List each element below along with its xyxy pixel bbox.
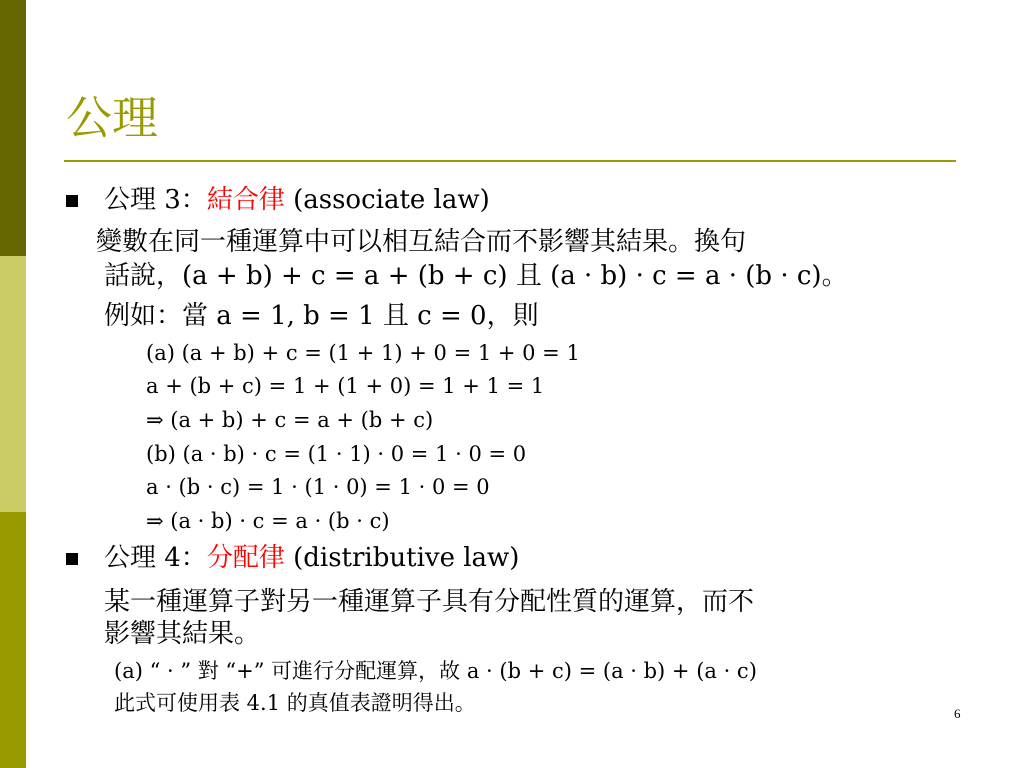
axiom4-desc-line1: 某一種運算子對另一種運算子具有分配性質的運算，而不 (104, 587, 755, 617)
slide-title: 公理 (66, 91, 158, 145)
left-band-mid (0, 512, 26, 768)
axiom3-desc-line1: 變數在同一種運算中可以相互結合而不影響其結果。換句 (96, 227, 747, 257)
axiom4-proof: 此式可使用表 4.1 的真值表證明得出。 (114, 691, 476, 715)
bullet-axiom4 (66, 553, 78, 565)
left-band-light (0, 256, 26, 512)
title-underline (64, 160, 956, 162)
axiom3-example: 例如：當 a = 1, b = 1 且 c = 0，則 (104, 301, 539, 331)
axiom3-line: a · (b · c) = 1 · (1 · 0) = 1 · 0 = 0 (146, 475, 490, 499)
axiom4-name: 分配律 (206, 543, 285, 573)
axiom4-line-a: (a) “ · ” 對 “+” 可進行分配運算，故 a · (b + c) = (a · b) + (a · c) (114, 659, 757, 683)
axiom4-head: 公理 4： (104, 543, 207, 573)
axiom3-line: ⇒ (a + b) + c = a + (b + c) (146, 408, 434, 432)
axiom3-line: (b) (a · b) · c = (1 · 1) · 0 = 1 · 0 = 0 (146, 442, 527, 466)
axiom3-heading (104, 182, 490, 218)
axiom3-line: (a) (a + b) + c = (1 + 1) + 0 = 1 + 0 = 1 (146, 341, 580, 365)
axiom3-desc-line2: 話說，(a + b) + c = a + (b + c) 且 (a · b) · c = a · (b · c)。 (104, 261, 848, 291)
axiom4-heading (104, 540, 519, 576)
axiom3-line: ⇒ (a · b) · c = a · (b · c) (146, 509, 390, 533)
axiom3-line: a + (b + c) = 1 + (1 + 0) = 1 + 1 = 1 (146, 374, 545, 398)
axiom3-eng: (associate law) (284, 185, 490, 215)
bullet-axiom3 (66, 195, 78, 207)
page-number: 6 (954, 706, 961, 721)
axiom4-eng: (distributive law) (284, 543, 520, 573)
axiom3-name: 結合律 (206, 185, 285, 215)
axiom3-head: 公理 3： (104, 185, 207, 215)
axiom4-desc-line2: 影響其結果。 (104, 619, 261, 649)
left-band-dark (0, 0, 26, 256)
